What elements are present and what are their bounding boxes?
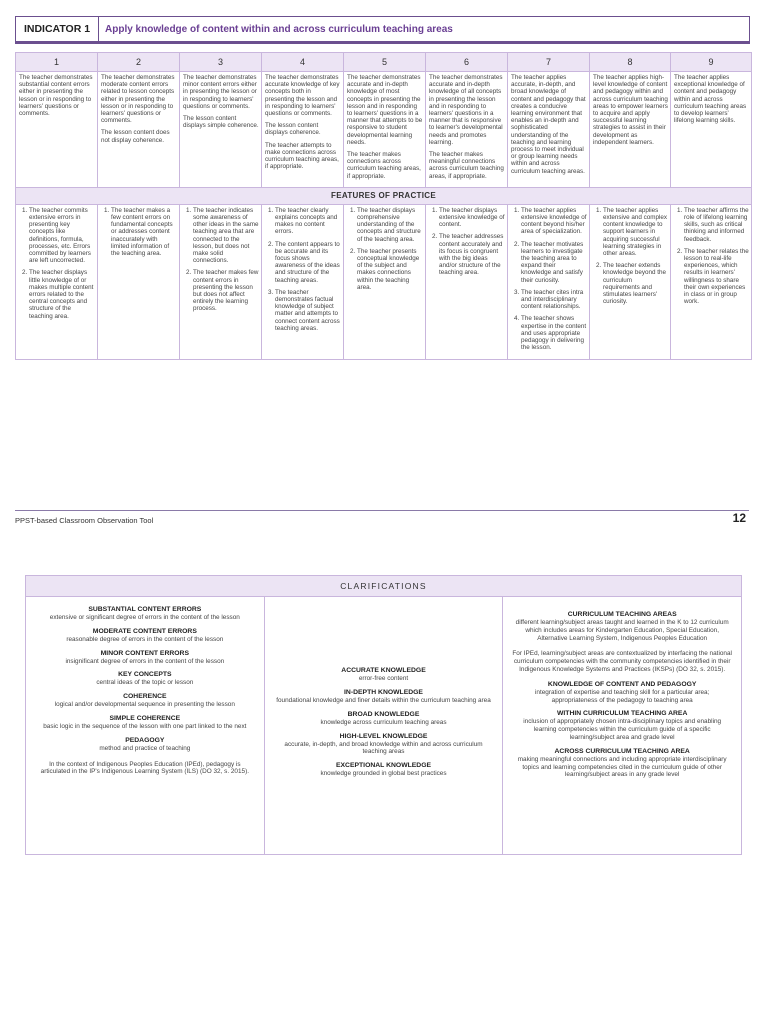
clarifications-right-column (503, 597, 741, 854)
clarification-term (273, 762, 495, 778)
term-name: EXCEPTIONAL KNOWLEDGE (335, 762, 432, 770)
feature-item: 1. The teacher displays extensive knowledge of content. (439, 207, 505, 229)
level-number: 2 (98, 53, 180, 72)
feature-list (183, 207, 259, 313)
clarification-term (511, 611, 733, 642)
features-heading: FEATURES OF PRACTICE (16, 187, 752, 204)
level-description-cell (344, 72, 426, 188)
level-number: 3 (180, 53, 262, 72)
level-description-cell (262, 72, 344, 188)
indicator-header (15, 16, 750, 44)
feature-item: 2. The teacher extends knowledge beyond the curriculum requirements and stimulates learners' curiosity. (603, 262, 668, 305)
feature-item: 3. The teacher cites intra and interdisciplinary content relationships. (521, 289, 587, 311)
feature-item: 1. The teacher indicates some awareness of other ideas in the same teaching area that are connected to the lesson, but does not make solid connections. (193, 207, 259, 265)
description-paragraph: The teacher applies exceptional knowledge of content and pedagogy within and across curriculum teaching areas to develop learners' lifelong learning skills. (674, 74, 747, 125)
feature-cell (344, 204, 426, 359)
clarification-term (511, 681, 733, 705)
term-definition: reasonable degree of errors in the content of the lesson (66, 635, 224, 643)
term-definition: knowledge across curriculum teaching areas (320, 718, 447, 726)
clarification-term (34, 715, 256, 731)
feature-list (674, 207, 749, 306)
description-paragraph: The teacher demonstrates minor content errors either in presenting the lesson or in responding to learners' questions or comments. (183, 74, 257, 110)
level-description-cell (16, 72, 98, 188)
term-name: WITHIN CURRICULUM TEACHING AREA (556, 710, 688, 718)
term-definition: method and practice of teaching (99, 744, 191, 752)
description-paragraph: The teacher demonstrates accurate knowledge of key concepts both in presenting the lesson and in responding to learners' questions or comments. (265, 74, 340, 118)
feature-item: 1. The teacher affirms the role of lifelong learning skills, such as critical thinking and informed feedback. (684, 207, 749, 243)
feature-cell (590, 204, 671, 359)
indicator-title: Apply knowledge of content within and across curriculum teaching areas (105, 23, 453, 35)
clarification-term (34, 606, 256, 622)
ipeds-curriculum-note: For IPEd, learning/subject areas are contextualized by interfacing the national curriculum competencies with the community competencies identified in their Indigenous Knowledge Systems and Practices (IKSPs) (DO 32, s. 2015). (512, 650, 732, 673)
term-definition: basic logic in the sequence of the lesson with one part linked to the next (43, 722, 247, 730)
term-name: CURRICULUM TEACHING AREAS (567, 611, 677, 618)
level-number: 6 (426, 53, 508, 72)
footer-divider (15, 510, 749, 511)
level-number: 8 (590, 53, 671, 72)
description-paragraph: The lesson content displays coherence. (265, 122, 321, 137)
feature-cell (426, 204, 508, 359)
term-definition: foundational knowledge and finer details within the curriculum teaching area (276, 696, 491, 704)
term-name: SIMPLE COHERENCE (109, 714, 181, 722)
feature-item: 1. The teacher clearly explains concepts and makes no content errors. (275, 207, 341, 236)
feature-item: 2. The teacher displays little knowledge of or makes multiple content errors related to the central concepts and structure of the teaching area. (29, 269, 95, 319)
term-definition: different learning/subject areas taught and learned in the K to 12 curriculum which includes areas for Kindergarten Education, Special Education, Alternative Learning System, Indigenous Peoples Education (515, 619, 729, 642)
term-definition: central ideas of the topic or lesson (96, 679, 194, 687)
description-paragraph: The lesson content displays simple coherence. (183, 115, 259, 130)
feature-item: 2. The teacher makes few content errors in presenting the lesson but does not affect entirely the learning process. (193, 269, 259, 312)
feature-list (511, 207, 587, 352)
feature-cell (98, 204, 180, 359)
clarification-term (34, 650, 256, 666)
level-description-row (16, 72, 752, 188)
level-number: 5 (344, 53, 426, 72)
clarifications-box (25, 575, 742, 855)
term-name: KNOWLEDGE OF CONTENT AND PEDAGOGY (547, 680, 697, 688)
clarification-term (273, 689, 495, 705)
level-description-cell (590, 72, 671, 188)
term-name: PEDAGOGY (125, 736, 165, 744)
feature-list (19, 207, 95, 320)
term-name: KEY CONCEPTS (118, 671, 172, 679)
feature-list (101, 207, 177, 257)
term-definition: making meaningful connections and including appropriate interdisciplinary topics and learning competencies cited in the curriculum guide of other learning/subject areas in any grade level (517, 755, 727, 779)
feature-cell (16, 204, 98, 359)
level-number: 1 (16, 53, 98, 72)
rubric-table (15, 52, 752, 360)
term-definition: knowledge grounded in global best practices (320, 770, 447, 778)
feature-list (347, 207, 423, 291)
level-number: 4 (262, 53, 344, 72)
feature-item: 2. The teacher presents conceptual knowledge of the subject and makes connections within the teaching area. (357, 248, 423, 291)
indicator-label: INDICATOR 1 (16, 17, 99, 41)
level-description-cell (426, 72, 508, 188)
term-definition: logical and/or developmental sequence in presenting the lesson (54, 701, 235, 709)
description-paragraph: The lesson content does not display coherence. (101, 129, 170, 144)
level-description-cell (180, 72, 262, 188)
clarification-term (511, 710, 733, 741)
feature-item: 3. The teacher demonstrates factual knowledge of subject matter and attempts to connect content across teaching areas. (275, 289, 341, 332)
clarification-term (273, 733, 495, 757)
term-name: ACROSS CURRICULUM TEACHING AREA (554, 747, 690, 755)
feature-item: 2. The teacher addresses content accurately and its focus is congruent with the big ideas and/or structure of the teaching area. (439, 233, 505, 276)
term-definition: extensive or significant degree of errors in the content of the lesson (49, 614, 240, 621)
term-name: HIGH-LEVEL KNOWLEDGE (339, 732, 428, 740)
term-definition: integration of expertise and teaching skill for a particular area; appropriateness of the pedagogy to teaching area (534, 688, 710, 704)
feature-item: 1. The teacher displays comprehensive understanding of the concepts and structure of the teaching area. (357, 207, 423, 243)
page-number: 12 (732, 511, 746, 525)
clarifications-left-column (26, 597, 265, 854)
term-definition: insignificant degree of errors in the content of the lesson (65, 657, 225, 665)
term-name: SUBSTANTIAL CONTENT ERRORS (88, 606, 202, 613)
clarification-term (34, 671, 256, 687)
term-definition: error-free content (358, 675, 409, 683)
term-name: ACCURATE KNOWLEDGE (341, 667, 426, 675)
description-paragraph: The teacher makes meaningful connections across curriculum teaching areas, if appropriate. (429, 151, 504, 180)
feature-cell (671, 204, 752, 359)
feature-item: 2. The content appears to be accurate and its focus shows awareness of the ideas and structure of the teaching areas. (275, 241, 341, 284)
clarification-term (273, 711, 495, 727)
term-definition: inclusion of appropriately chosen intra-disciplinary topics and enabling learning competencies within the curriculum guide of a specific learning/subject area and grade level (523, 718, 722, 741)
term-definition: accurate, in-depth, and broad knowledge within and across curriculum teaching areas (284, 740, 483, 756)
term-name: MODERATE CONTENT ERRORS (92, 627, 197, 635)
features-row (16, 204, 752, 359)
description-paragraph: The teacher makes connections across curriculum teaching areas, if appropriate. (347, 151, 421, 180)
term-name: BROAD KNOWLEDGE (347, 710, 420, 718)
term-name: MINOR CONTENT ERRORS (100, 649, 190, 657)
feature-list (265, 207, 341, 332)
term-name: COHERENCE (123, 693, 167, 701)
clarifications-heading: CLARIFICATIONS (26, 576, 741, 597)
clarification-term (34, 737, 256, 753)
feature-list (429, 207, 505, 277)
feature-item: 1. The teacher applies extensive and complex content knowledge to support learners in acquiring successful learning strategies in other areas. (603, 207, 668, 257)
features-heading-row (16, 187, 752, 204)
clarifications-middle-column (265, 597, 504, 854)
feature-item: 2. The teacher motivates learners to investigate the teaching area to expand their knowledge and satisfy their curiosity. (521, 241, 587, 284)
ipeds-pedagogy-note: In the context of Indigenous Peoples Education (IPEd), pedagogy is articulated in the IP's Indigenous Learning System (ILS) (DO 32, s. 2015). (40, 760, 249, 776)
term-name: IN-DEPTH KNOWLEDGE (344, 688, 423, 696)
description-paragraph: The teacher demonstrates accurate and in-depth knowledge of most concepts in presenting the lesson and in responding to learners' questions in a manner that attempts to be responsive to student developmental learning needs. (347, 74, 423, 146)
feature-cell (180, 204, 262, 359)
level-number: 9 (671, 53, 752, 72)
feature-cell (262, 204, 344, 359)
description-paragraph: The teacher demonstrates substantial content errors either in presenting the lesson or in responding to learners' questions or comments. (19, 74, 93, 118)
clarification-term (511, 748, 733, 779)
clarification-term (273, 667, 495, 683)
footer-title: PPST-based Classroom Observation Tool (15, 516, 154, 525)
feature-item: 4. The teacher shows expertise in the content and uses appropriate pedagogy in delivering the lesson. (521, 315, 587, 351)
level-description-cell (98, 72, 180, 188)
level-number: 7 (508, 53, 590, 72)
feature-cell (508, 204, 590, 359)
feature-list (593, 207, 668, 306)
level-description-cell (671, 72, 752, 188)
description-paragraph: The teacher applies accurate, in-depth, and broad knowledge of content and pedagogy that creates a conducive learning environment that enables an in-depth and sophisticated understanding of the teaching and learning process to meet individual or group learning needs within and across curriculum teaching areas. (511, 74, 586, 175)
feature-item: 1. The teacher makes a few content errors on fundamental concepts or addresses content inaccurately with limited information of the teaching area. (111, 207, 177, 257)
feature-item: 2. The teacher relates the lesson to real-life experiences, which results in learners' willingness to share their own experiences in class or in group work. (684, 248, 749, 306)
description-paragraph: The teacher attempts to make connections across curriculum teaching areas, if appropriate. (265, 141, 339, 171)
level-description-cell (508, 72, 590, 188)
clarification-term (34, 693, 256, 709)
feature-item: 1. The teacher applies extensive knowledge of content beyond his/her area of specialization. (521, 207, 587, 236)
level-header-row (16, 53, 752, 72)
description-paragraph: The teacher applies high-level knowledge of content and pedagogy within and across curriculum teaching areas to empower learners to acquire and apply successful learning strategies to assist in their development as independent learners. (593, 74, 668, 146)
clarification-term (34, 628, 256, 644)
description-paragraph: The teacher demonstrates accurate and in-depth knowledge of all concepts in presenting the lesson and in responding to learners' questions in a manner that is responsive to learner's developmental needs and promotes learning. (429, 74, 503, 146)
feature-item: 1. The teacher commits extensive errors in presenting key concepts like definitions, formula, processes, etc. Errors committed by learners are left uncorrected. (29, 207, 95, 265)
description-paragraph: The teacher demonstrates moderate content errors related to lesson concepts either in presenting the lesson or in responding to learners' questions or comments. (101, 74, 175, 125)
